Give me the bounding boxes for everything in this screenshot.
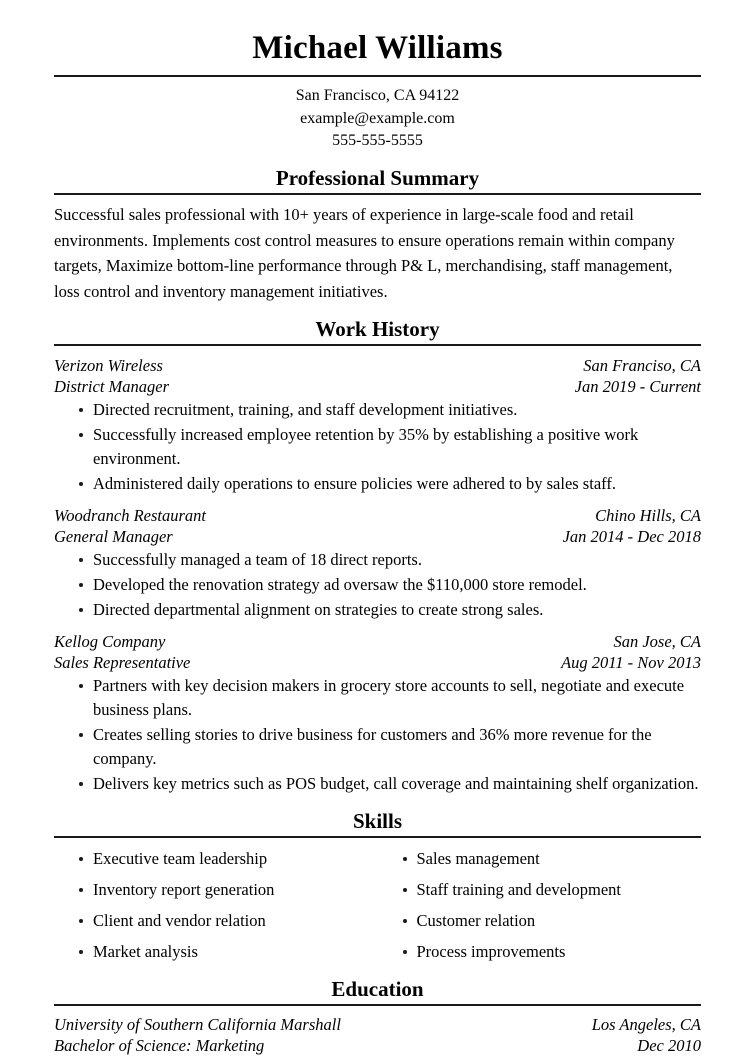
education-degree: Bachelor of Science: Marketing	[54, 1035, 265, 1055]
education-location: Los Angeles, CA	[591, 1014, 701, 1034]
section-heading-summary: Professional Summary	[275, 166, 480, 191]
work-entry-company-row	[54, 355, 701, 376]
education-school: University of Southern California Marshall	[54, 1014, 341, 1034]
work-bullet: Administered daily operations to ensure policies were adhered to by sales staff.	[54, 472, 701, 496]
work-entry-title-row	[54, 526, 701, 547]
contact-address: San Francisco, CA 94122	[295, 86, 460, 104]
work-bullet: Creates selling stories to drive business for customers and 36% more revenue for the company.	[54, 723, 701, 771]
work-company: Woodranch Restaurant	[54, 506, 207, 525]
summary-divider	[54, 193, 701, 195]
skill-item: Staff training and development	[378, 878, 702, 902]
education-dates: Dec 2010	[637, 1035, 701, 1055]
work-entry	[54, 505, 701, 622]
work-title: District Manager	[54, 377, 170, 397]
work-bullet: Successfully managed a team of 18 direct reports.	[54, 548, 701, 572]
skills-list-left	[54, 847, 378, 964]
section-heading-skills: Skills	[352, 808, 403, 833]
work-bullet: Partners with key decision makers in grocery store accounts to sell, negotiate and execute business plans.	[54, 674, 701, 722]
section-heading-work: Work History	[315, 316, 440, 341]
skills-columns	[54, 844, 701, 964]
work-bullet-list	[54, 398, 701, 496]
work-bullet-list	[54, 674, 701, 796]
work-company: Verizon Wireless	[54, 356, 163, 376]
work-bullet: Developed the renovation strategy ad oversaw the $110,000 store remodel.	[54, 573, 701, 597]
work-entry-title-row	[54, 376, 701, 397]
section-heading-education: Education	[331, 976, 424, 1001]
skill-item: Sales management	[378, 847, 702, 871]
skills-divider	[54, 836, 701, 838]
skill-item: Executive team leadership	[54, 847, 378, 871]
candidate-name: Michael Williams	[252, 30, 503, 66]
work-location: Chino Hills, CA	[595, 506, 701, 525]
skill-item: Process improvements	[378, 940, 702, 964]
skills-column-left	[54, 844, 378, 964]
work-bullet-list	[54, 548, 701, 622]
work-entry	[54, 355, 701, 496]
work-title: Sales Representative	[54, 653, 191, 673]
skills-list-right	[378, 847, 702, 964]
work-location: San Jose, CA	[613, 631, 701, 651]
education-entry	[54, 1014, 701, 1056]
work-dates: Jan 2014 - Dec 2018	[562, 527, 701, 547]
skill-item: Customer relation	[378, 909, 702, 933]
skills-column-right	[378, 844, 702, 964]
work-company: Kellog Company	[54, 631, 166, 651]
work-location: San Franciso, CA	[583, 356, 701, 376]
contact-block	[54, 77, 701, 153]
work-dates: Jan 2019 - Current	[574, 377, 701, 397]
summary-text: Successful sales professional with 10+ years of experience in large-scale food and retail environments. Implements cost control measures to ensure operations remain within company targets, Maximize bottom-line performance through P& L, merchandising, staff management, loss control and inventory management initiatives.	[54, 205, 675, 301]
work-entry-company-row	[54, 505, 701, 526]
work-entry	[54, 631, 701, 796]
work-title: General Manager	[54, 527, 173, 547]
work-entry-company-row	[54, 631, 701, 652]
work-bullet: Directed recruitment, training, and staff development initiatives.	[54, 398, 701, 422]
work-bullet: Successfully increased employee retention by 35% by establishing a positive work environment.	[54, 423, 701, 471]
education-degree-row	[54, 1035, 701, 1056]
work-bullet: Directed departmental alignment on strategies to create strong sales.	[54, 598, 701, 622]
skill-item: Inventory report generation	[54, 878, 378, 902]
skill-item: Market analysis	[54, 940, 378, 964]
work-divider	[54, 344, 701, 346]
education-school-row	[54, 1014, 701, 1035]
contact-phone: 555-555-5555	[332, 132, 423, 150]
contact-email: example@example.com	[300, 109, 455, 127]
education-divider	[54, 1004, 701, 1006]
skill-item: Client and vendor relation	[54, 909, 378, 933]
work-entry-title-row	[54, 652, 701, 673]
work-dates: Aug 2011 - Nov 2013	[561, 653, 701, 673]
work-bullet: Delivers key metrics such as POS budget, call coverage and maintaining shelf organization.	[54, 772, 701, 796]
